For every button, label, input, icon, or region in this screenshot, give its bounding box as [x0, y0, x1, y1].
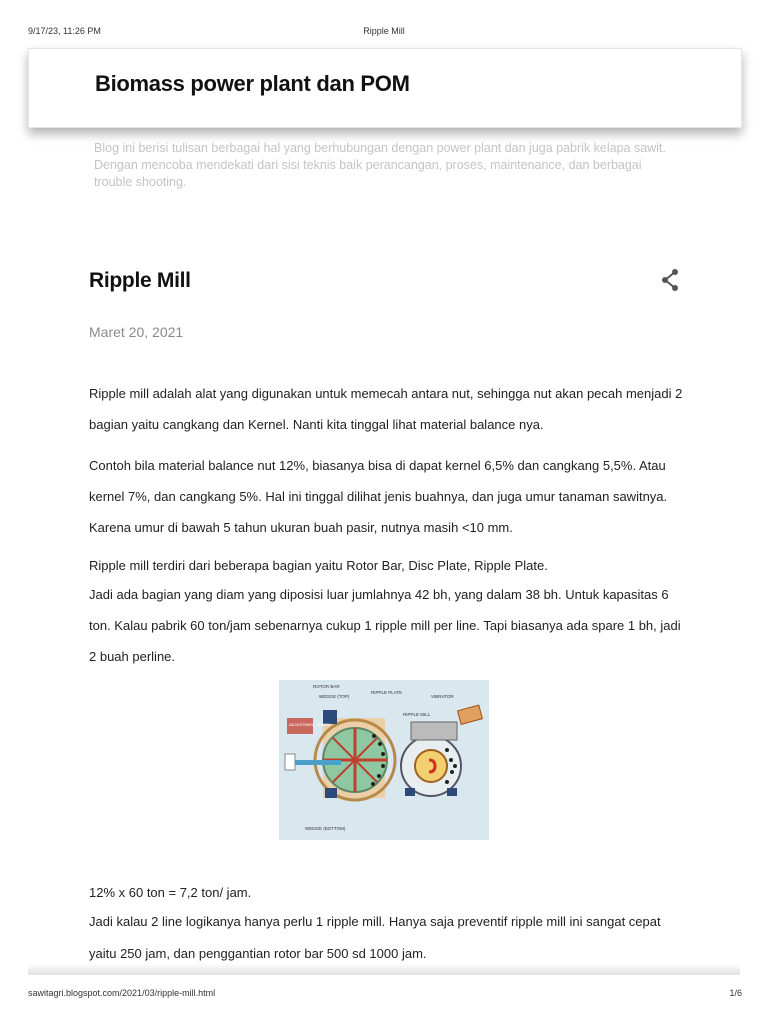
figure-label-wedge-top: WEDGE (TOP)	[319, 694, 350, 699]
post-body-continued	[89, 880, 689, 970]
figure-label-ripple-mill: RIPPLE MILL	[403, 712, 431, 717]
share-icon	[656, 266, 684, 294]
post-title: Ripple Mill	[89, 269, 191, 292]
ripple-mill-diagram[interactable]	[279, 680, 489, 840]
figure-label-wedge-bottom: WEDGE (BOTTOM)	[305, 826, 346, 831]
print-page-number: 1/6	[729, 988, 742, 998]
ripple-mill-illustration	[279, 680, 489, 840]
print-title: Ripple Mill	[363, 26, 405, 36]
share-button[interactable]	[656, 266, 684, 294]
post-body	[89, 378, 689, 672]
print-url: sawitagri.blogspot.com/2021/03/ripple-mill.html	[28, 988, 216, 998]
page-bottom-shadow	[28, 963, 740, 975]
paragraph: Ripple mill terdiri dari beberapa bagian yaitu Rotor Bar, Disc Plate, Ripple Plate.	[89, 558, 548, 573]
print-timestamp: 9/17/23, 11:26 PM	[28, 26, 101, 36]
post-date: Maret 20, 2021	[89, 324, 184, 340]
blog-header	[28, 48, 742, 128]
paragraph: Jadi ada bagian yang diam yang diposisi luar jumlahnya 42 bh, yang dalam 38 bh. Untuk kapasitas 6 ton. Kalau pabrik 60 ton/jam sebenarnya cukup 1 ripple mill per line. Tapi biasanya ada spare 1 bh, jadi 2 buah perline.	[89, 587, 681, 664]
paragraph: Jadi kalau 2 line logikanya hanya perlu 1 ripple mill. Hanya saja preventif ripple mill ini sangat cepat yaitu 250 jam, dan penggantian rotor bar 500 sd 1000 jam.	[89, 914, 661, 961]
figure-label-ripple-plate: RIPPLE PLATE	[371, 690, 403, 695]
print-header	[0, 26, 768, 40]
figure-label-adjustment: ADJUSTMENT WHEEL	[289, 722, 332, 727]
blog-description: Blog ini berisi tulisan berbagai hal yang berhubungan dengan power plant dan juga pabrik kelapa sawit. Dengan mencoba mendekati dari sisi teknis baik perancangan, proses, maintenance, dan berbagai trouble shooting.	[94, 141, 666, 189]
paragraph: Contoh bila material balance nut 12%, biasanya bisa di dapat kernel 6,5% dan cangkang 5,5%. Atau kernel 7%, dan cangkang 5%. Hal ini tinggal dilihat jenis buahnya, dan juga umur tanaman sawitnya. Karena umur di bawah 5 tahun ukuran buah pasir, nutnya masih <10 mm.	[89, 458, 668, 535]
paragraph: 12% x 60 ton = 7,2 ton/ jam.	[89, 885, 252, 900]
figure-label-vibrator: VIBRATOR	[431, 694, 454, 699]
paragraph: Ripple mill adalah alat yang digunakan untuk memecah antara nut, sehingga nut akan pecah menjadi 2 bagian yaitu cangkang dan Kernel. Nanti kita tinggal lihat material balance nya.	[89, 386, 683, 432]
blog-title-link[interactable]: Biomass power plant dan POM	[95, 71, 410, 96]
figure-label-rotor-bar: ROTOR BAR	[313, 684, 340, 689]
print-footer	[0, 988, 768, 1002]
